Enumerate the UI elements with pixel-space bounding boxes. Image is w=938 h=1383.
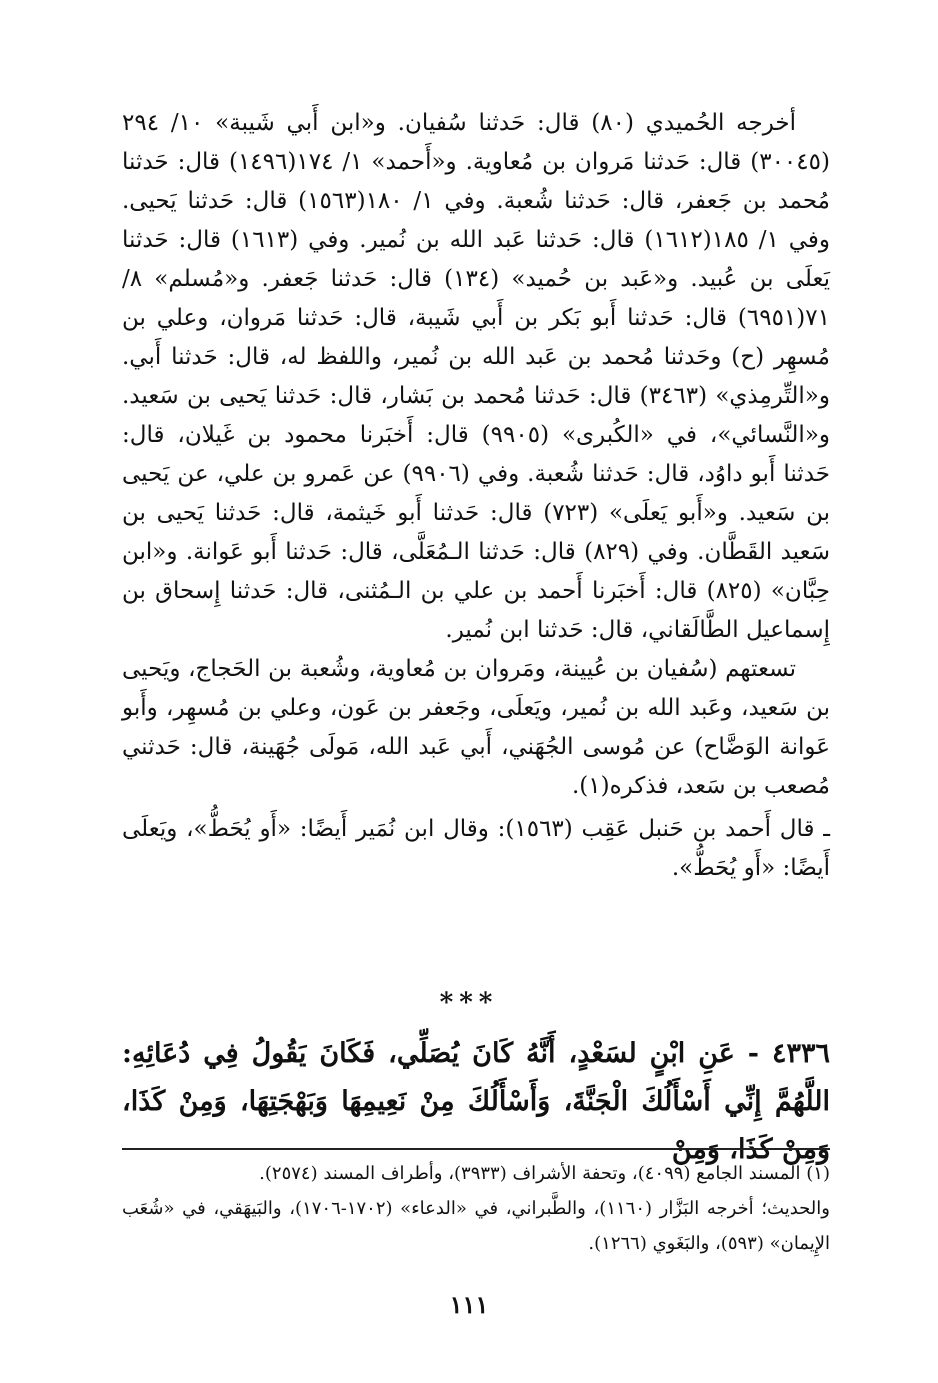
hadith-number: ٤٣٣٦ [771, 1038, 830, 1069]
page-number: ١١١ [449, 1290, 489, 1319]
takhrij-paragraph: أخرجه الحُميدي (٨٠) قال: حَدثنا سُفيان. و«ابن أَبي شَيبة» ١٠/ ٢٩٤ (٣٠٠٤٥) قال: حَدثنا مَروان بن مُعاوية. و«أَحمد» ١/ ١٧٤(١٤٩٦) قال: حَدثنا مُحمد بن جَعفر، قال: حَدثنا شُعبة. وفي ١/ ١٨٠(١٥٦٣) قال: حَدثنا يَحيى. وفي ١/ ١٨٥(١٦١٢) قال: حَدثنا عَبد الله بن نُمير. وفي (١٦١٣) قال: حَدثنا يَعلَى بن عُبيد. و«عَبد بن حُميد» (١٣٤) قال: حَدثنا جَعفر. و«مُسلم» ٨/ ٧١(٦٩٥١) قال: حَدثنا أَبو بَكر بن أَبي شَيبة، قال: حَدثنا مَروان، وعلي بن مُسهِر (ح) وحَدثنا مُحمد بن عَبد الله بن نُمير، واللفظ له، قال: حَدثنا أَبي. و«التِّرمِذي» (٣٤٦٣) قال: حَدثنا مُحمد بن بَشار، قال: حَدثنا يَحيى بن سَعيد. و«النَّسائي»، في «الكُبرى» (٩٩٠٥) قال: أَخبَرنا محمود بن غَيلان، قال: حَدثنا أَبو داوُد، قال: حَدثنا شُعبة. وفي (٩٩٠٦) عن عَمرو بن علي، عن يَحيى بن سَعيد. و«أَبو يَعلَى» (٧٢٣) قال: حَدثنا أَبو خَيثمة، قال: حَدثنا يَحيى بن سَعيد القَطَّان. وفي (٨٢٩) قال: حَدثنا الـمُعَلَّى، قال: حَدثنا أَبو عَوانة. و«ابن حِبَّان» (٨٢٥) قال: أَخبَرنا أَحمد بن علي بن الـمُثنى، قال: حَدثنا إِسحاق بن إِسماعيل الطَّالَقاني، قال: حَدثنا ابن نُمير. [122, 110, 831, 643]
section-separator: *** [439, 988, 499, 1018]
footnote-1: (١) المسند الجامع (٤٠٩٩)، وتحفة الأشراف (٣٩٣٣)، وأطراف المسند (٢٥٧٤). [259, 1163, 830, 1184]
ahmad-note-paragraph: ـ قال أَحمد بن حَنبل عَقِب (١٥٦٣): وقال ابن نُمَير أَيضًا: «أَو يُحَطُّ»، ويَعلَى أَيضًا: «أَو يُحَطُّ». [122, 816, 831, 881]
footnote-divider [122, 1148, 830, 1150]
hadith-dash: - [734, 1038, 760, 1069]
footnote-2: والحديث؛ أخرجه البَزَّار (١١٦٠)، والطَّبراني، في «الدعاء» (١٧٠٢-١٧٠٦)، والبَيهَقي، في «شُعَب الإِيمان» (٥٩٣)، والبَغَوي (١٢٦٦). [122, 1198, 830, 1254]
hadith-text: عَنِ ابْنٍ لسَعْدٍ، أَنَّهُ كَانَ يُصَلِّي، فَكَانَ يَقُولُ فِي دُعَائِهِ: اللَّهُمَّ إِنِّي أَسْأَلُكَ الْجَنَّةَ، وَأَسْأَلُكَ مِنْ نَعِيمِهَا وَبَهْجَتِهَا، وَمِنْ كَذَا، وَمِنْ كَذَا، وَمِنْ [122, 1038, 830, 1165]
narrators-paragraph: تسعتهم (سُفيان بن عُيينة، ومَروان بن مُعاوية، وشُعبة بن الحَجاج، ويَحيى بن سَعيد، وعَبد الله بن نُمير، ويَعلَى، وجَعفر بن عَون، وعلي بن مُسهِر، وأَبو عَوانة الوَضَّاح) عن مُوسى الجُهَني، أَبي عَبد الله، مَولَى جُهَينة، قال: حَدثني مُصعب بن سَعد، فذكره(١). [122, 656, 830, 799]
footnotes [122, 1156, 830, 1261]
main-text [122, 104, 830, 888]
hadith-block [122, 1030, 830, 1174]
